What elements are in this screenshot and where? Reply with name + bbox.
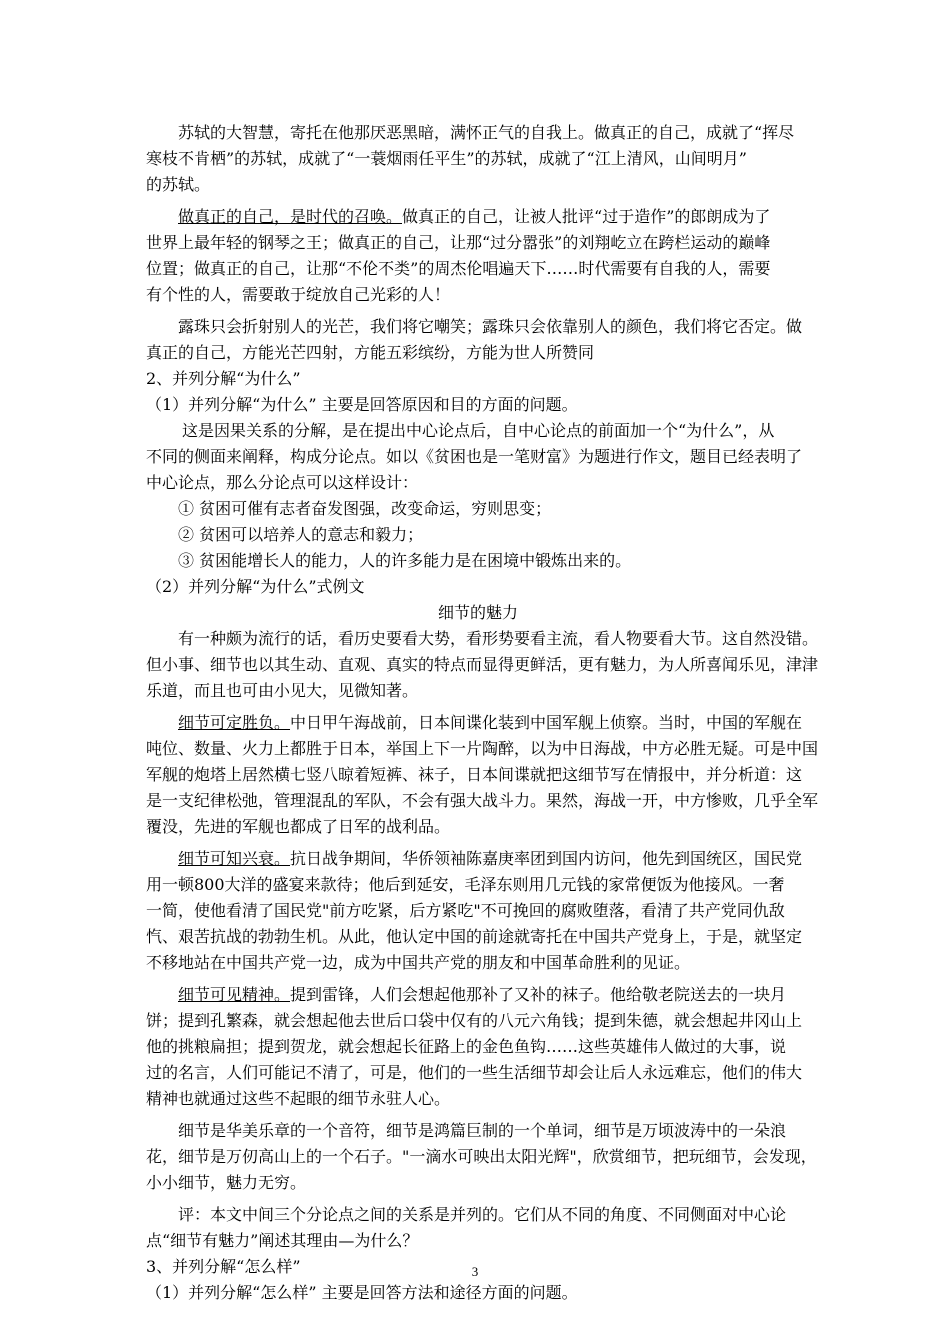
document-page xyxy=(146,120,819,1306)
essay-title: 细节的魅力 xyxy=(437,603,518,622)
paragraph-line: 不同的侧面来阐释，构成分论点。如以《贫困也是一笔财富》为题进行作文，题目已经表明了 xyxy=(146,447,803,466)
subsection-heading: （2）并列分解“为什么”式例文 xyxy=(146,577,365,596)
sub-argument-heading: 细节可见精神。 xyxy=(178,985,291,1004)
page-number: 3 xyxy=(471,1264,479,1279)
paragraph-line: 苏轼的大智慧，寄托在他那厌恶黑暗，满怀正气的自我上。做真正的自己，成就了“挥尽 xyxy=(178,123,795,142)
paragraph-line: 军舰的炮塔上居然横七竖八晾着短裤、袜子，日本间谍就把这细节写在情报中，并分析道：这 xyxy=(146,765,803,784)
subsection-heading: （1）并列分解“怎么样” 主要是回答方法和途径方面的问题。 xyxy=(146,1283,578,1302)
paragraph-line: 寒枝不肯栖”的苏轼，成就了“一蓑烟雨任平生”的苏轼，成就了“江上清风，山间明月” xyxy=(146,149,747,168)
paragraph-line: 细节可知兴衰。抗日战争期间，华侨领袖陈嘉庚率团到国内访问，他先到国统区，国民党 xyxy=(178,849,803,868)
paragraph-line: 真正的自己，方能光芒四射，方能五彩缤纷，方能为世人所赞同 xyxy=(146,343,595,362)
comment-line: 点“细节有魅力”阐述其理由—为什么？ xyxy=(146,1231,419,1250)
paragraph-line: 有个性的人，需要敢于绽放自己光彩的人！ xyxy=(146,285,451,304)
paragraph-line: 他的挑粮扁担；提到贺龙，就会想起长征路上的金色鱼钩……这些英雄伟人做过的大事，说 xyxy=(146,1037,787,1056)
paragraph-line: 吨位、数量、火力上都胜于日本，举国上下一片陶醉，以为中日海战，中方必胜无疑。可是中国 xyxy=(146,739,819,758)
subsection-heading: （1）并列分解“为什么” 主要是回答原因和目的方面的问题。 xyxy=(146,395,578,414)
paragraph-line: 用一顿800大洋的盛宴来款待；他后到延安，毛泽东则用几元钱的家常便饭为他接风。一奢 xyxy=(146,875,785,894)
paragraph-line: 精神也就通过这些不起眼的细节永驻人心。 xyxy=(146,1089,451,1108)
paragraph-line: 是一支纪律松弛，管理混乱的军队，不会有强大战斗力。果然，海战一开，中方惨败，几乎全军 xyxy=(146,791,819,810)
paragraph-line: 饼；提到孔繁森，就会想起他去世后口袋中仅有的八元六角钱；提到朱德，就会想起井冈山上 xyxy=(146,1011,803,1030)
paragraph-line: 乐道，而且也可由小见大，见微知著。 xyxy=(146,681,419,700)
paragraph-line: 细节可定胜负。中日甲午海战前，日本间谍化装到中国军舰上侦察。当时，中国的军舰在 xyxy=(178,713,803,732)
paragraph-line: 花，细节是万仞高山上的一个石子。"一滴水可映出太阳光辉"，欣赏细节，把玩细节，会发现， xyxy=(146,1147,817,1166)
paragraph-line: 这是因果关系的分解，是在提出中心论点后，自中心论点的前面加一个“为什么”，从 xyxy=(182,421,775,440)
paragraph-line: 露珠只会折射别人的光芒，我们将它嘲笑；露珠只会依靠别人的颜色，我们将它否定。做 xyxy=(178,317,803,336)
comment-line: 评：本文中间三个分论点之间的关系是并列的。它们从不同的角度、不同侧面对中心论 xyxy=(178,1205,787,1224)
paragraph-line: 一简，使他看清了国民党"前方吃紧，后方紧吃"不可挽回的腐败堕落，看清了共产党同仇敌 xyxy=(146,901,785,920)
paragraph-line: 忾、艰苦抗战的勃勃生机。从此，他认定中国的前途就寄托在中国共产党身上，于是，就坚定 xyxy=(146,927,803,946)
list-item: ③ 贫困能增长人的能力，人的许多能力是在困境中锻炼出来的。 xyxy=(178,551,632,570)
paragraph-line: 小小细节，魅力无穷。 xyxy=(146,1173,307,1192)
sub-argument-heading: 做真正的自己，是时代的召唤。 xyxy=(178,207,403,226)
paragraph-line: 覆没，先进的军舰也都成了日军的战利品。 xyxy=(146,817,451,836)
list-item: ① 贫困可催有志者奋发图强，改变命运，穷则思变； xyxy=(178,499,552,518)
paragraph-line: 中心论点，那么分论点可以这样设计： xyxy=(146,473,419,492)
sub-argument-heading: 细节可知兴衰。 xyxy=(178,849,291,868)
paragraph-line: 的苏轼。 xyxy=(146,175,211,194)
sub-argument-heading: 细节可定胜负。 xyxy=(178,713,291,732)
paragraph-line: 不移地站在中国共产党一边，成为中国共产党的朋友和中国革命胜利的见证。 xyxy=(146,953,691,972)
section-heading: 2、并列分解“为什么” xyxy=(146,369,301,388)
list-item: ② 贫困可以培养人的意志和毅力； xyxy=(178,525,424,544)
paragraph-line: 有一种颇为流行的话，看历史要看大势，看形势要看主流，看人物要看大节。这自然没错。 xyxy=(178,629,819,648)
paragraph-line: 细节是华美乐章的一个音符，细节是鸿篇巨制的一个单词，细节是万顷波涛中的一朵浪 xyxy=(178,1121,787,1140)
paragraph-line: 位置；做真正的自己，让那“不伦不类”的周杰伦唱遍天下……时代需要有自我的人，需要 xyxy=(146,259,771,278)
section-heading: 3、并列分解“怎么样” xyxy=(146,1257,301,1276)
paragraph-line: 世界上最年轻的钢琴之王；做真正的自己，让那“过分嚣张”的刘翔屹立在跨栏运动的巅峰 xyxy=(146,233,771,252)
paragraph-line: 细节可见精神。提到雷锋，人们会想起他那补了又补的袜子。他给敬老院送去的一块月 xyxy=(178,985,787,1004)
paragraph-line: 但小事、细节也以其生动、直观、真实的特点而显得更鲜活，更有魅力，为人所喜闻乐见，津津 xyxy=(146,655,819,674)
paragraph-line: 做真正的自己，是时代的召唤。做真正的自己，让被人批评“过于造作”的郎朗成为了 xyxy=(178,207,771,226)
paragraph-line: 过的名言，人们可能记不清了，可是，他们的一些生活细节却会让后人永远难忘，他们的伟大 xyxy=(146,1063,803,1082)
